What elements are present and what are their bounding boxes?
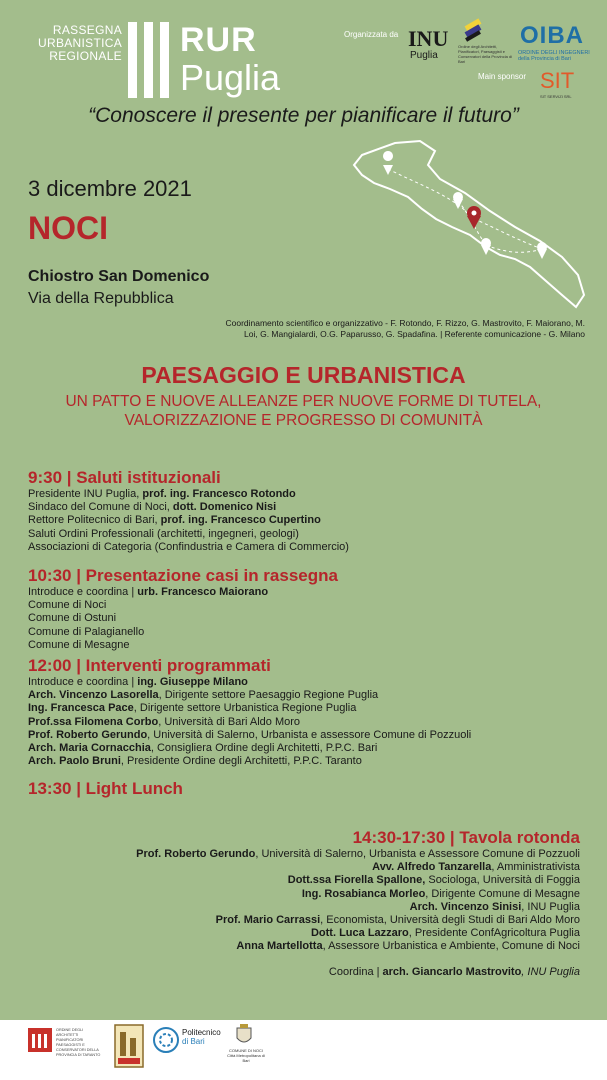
list-item: Dott. Luca Lazzaro, Presidente ConfAgricoltura Puglia xyxy=(310,927,580,940)
section-title: 14:30-17:30 | Tavola rotonda xyxy=(352,828,580,847)
event-city: NOCI xyxy=(28,210,108,246)
ordine-architetti-bari-text: Ordine degli Architetti, Pianificatori, Paesaggisti e Conservatori della Provincia di Bari xyxy=(458,44,513,64)
list-item: Ing. Francesca Pace, Dirigente settore Urbanistica Regione Puglia xyxy=(28,702,357,715)
main-title: PAESAGGIO E URBANISTICA xyxy=(141,362,466,388)
ordine-taranto-text: ORDINE DEGLI ARCHITETTI PIANIFICATORI PAESAGGISTI E CONSERVATORI DELLA PROVINCIA DI TARANTO xyxy=(56,1028,101,1057)
program-section-tavola-rotonda xyxy=(28,828,580,979)
list-item: Comune di Noci xyxy=(28,599,107,612)
list-item: Dott.ssa Fiorella Spallone, Sociologa, Università di Foggia xyxy=(287,874,580,887)
section-title: 13:30 | Light Lunch xyxy=(28,779,183,798)
event-date: 3 dicembre 2021 xyxy=(28,176,192,201)
ance-logo-icon xyxy=(114,1024,144,1068)
list-item: Avv. Alfredo Tanzarella, Amministrativista xyxy=(372,861,580,874)
rur-logo-text: RUR xyxy=(180,21,257,59)
coordina-line: Coordina | arch. Giancarlo Mastrovito, INU Puglia xyxy=(328,965,580,978)
program-section-lunch xyxy=(28,779,588,799)
ordine-taranto-logo-icon xyxy=(28,1028,52,1052)
list-item: Introduce e coordina | urb. Francesco Maiorano xyxy=(28,586,269,598)
oiba-logo-sub: ORDINE DEGLI INGEGNERI della Provincia di Bari xyxy=(518,50,590,62)
list-item: Sindaco del Comune di Noci, dott. Domenico Nisi xyxy=(28,501,277,514)
map-pin-icon xyxy=(383,151,393,175)
program-section-interventi xyxy=(28,656,588,768)
politecnico-text: Politecnico di Bari xyxy=(182,1028,221,1046)
list-item: Prof. Mario Carrassi, Economista, Università degli Studi di Bari Aldo Moro xyxy=(215,914,580,927)
list-item: Arch. Vincenzo Lasorella, Dirigente settore Paesaggio Regione Puglia xyxy=(28,689,379,702)
footer-logos xyxy=(0,1020,607,1080)
oiba-logo: OIBA xyxy=(520,22,584,49)
rur-logo-bars xyxy=(128,22,172,98)
list-item: Arch. Vincenzo Sinisi, INU Puglia xyxy=(409,900,580,913)
organized-by-label: Organizzata da xyxy=(344,30,399,39)
program-section-saluti xyxy=(28,468,588,554)
section-title: 10:30 | Presentazione casi in rassegna xyxy=(28,566,338,585)
list-item: Comune di Ostuni xyxy=(28,612,117,625)
inu-logo: INU xyxy=(408,26,449,51)
list-item: Rettore Politecnico di Bari, prof. ing. Francesco Cupertino xyxy=(28,514,321,527)
inu-logo-sub: Puglia xyxy=(410,50,438,61)
sit-logo-sub: SIT SERVIZI SRL xyxy=(540,94,572,99)
puglia-map xyxy=(340,135,590,315)
list-item: Comune di Palagianello xyxy=(28,625,145,638)
list-item: Associazioni di Categoria (Confindustria e Camera di Commercio) xyxy=(28,540,349,553)
rassegna-label: RASSEGNA URBANISTICA REGIONALE xyxy=(38,23,122,63)
list-item: Presidente INU Puglia, prof. ing. Francesco Rotondo xyxy=(28,488,296,500)
program-section-presentazione xyxy=(28,566,588,652)
list-item: Prof. Roberto Gerundo, Università di Salerno, Urbanista e Assessore Comune di Pozzuoli xyxy=(136,848,580,860)
main-sponsor-label: Main sponsor xyxy=(478,72,527,81)
ordine-architetti-bari-logo-icon xyxy=(462,16,484,44)
list-item: Arch. Maria Cornacchia, Consigliera Ordine degli Architetti, P.P.C. Bari xyxy=(28,742,378,755)
list-item: Ing. Rosabianca Morleo, Dirigente Comune di Mesagne xyxy=(301,887,580,900)
section-title: 9:30 | Saluti istituzionali xyxy=(28,468,221,487)
motto: “Conoscere il presente per pianificare il futuro” xyxy=(88,104,519,127)
comune-noci-text: COMUNE DI NOCI Città Metropolitana di Bari xyxy=(227,1048,265,1063)
list-item: Saluti Ordini Professionali (architetti, ingegneri, geologi) xyxy=(28,527,299,540)
event-street: Via della Repubblica xyxy=(28,290,174,307)
puglia-logo-text: Puglia xyxy=(180,57,281,98)
politecnico-logo-icon xyxy=(152,1026,180,1054)
event-venue: Chiostro San Domenico xyxy=(28,268,210,285)
list-item: Prof.ssa Filomena Corbo, Università di Bari Aldo Moro xyxy=(28,715,301,728)
list-item: Anna Martellotta, Assessore Urbanistica e Ambiente, Comune di Noci xyxy=(236,940,580,953)
section-title: 12:00 | Interventi programmati xyxy=(28,656,271,675)
sit-logo: SIT xyxy=(540,68,575,93)
coordination-credits: Coordinamento scientifico e organizzativo - F. Rotondo, F. Rizzo, G. Mastrovito, F. Maiorano, M. Loi, G. Mangialardi, O.G. Paparusso, G. Spadafina. | Referente comunicazione - G. Milano xyxy=(225,318,585,339)
list-item: Introduce e coordina | ing. Giuseppe Milano xyxy=(28,676,248,688)
list-item: Prof. Roberto Gerundo, Università di Salerno, Urbanista e assessore Comune di Pozzuoli xyxy=(28,728,472,741)
main-subtitle: UN PATTO E NUOVE ALLEANZE PER NUOVE FORME DI TUTELA, VALORIZZAZIONE E PROGRESSO DI COMUNITÀ xyxy=(65,393,542,429)
list-item: Arch. Paolo Bruni, Presidente Ordine degli Architetti, P.P.C. Taranto xyxy=(28,755,362,768)
comune-noci-crest-icon xyxy=(236,1024,252,1046)
list-item: Comune di Mesagne xyxy=(28,638,130,651)
